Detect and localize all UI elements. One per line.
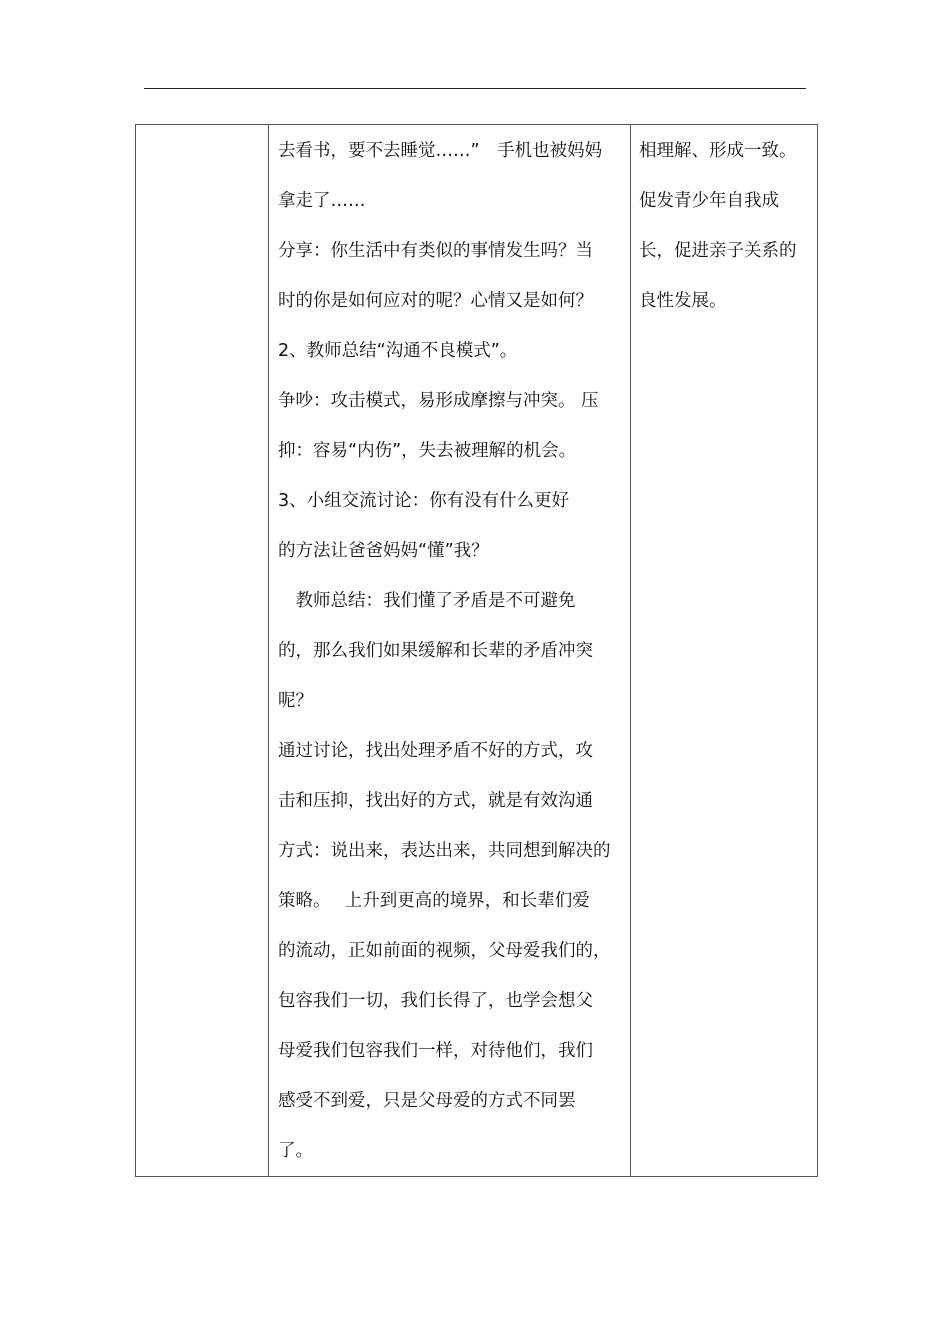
lesson-plan-table: [135, 124, 818, 1177]
header-rule: [144, 88, 806, 89]
activity-line: 争吵：攻击模式，易形成摩擦与冲突。 压: [278, 391, 599, 411]
activity-line: 的，那么我们如果缓解和长辈的矛盾冲突: [278, 641, 593, 661]
activity-line: 教师总结：我们懂了矛盾是不可避免: [278, 591, 576, 611]
activity-line: 的方法让爸爸妈妈“懂”我？: [278, 541, 489, 561]
activity-line: 拿走了……: [278, 191, 366, 211]
activity-line: 2、教师总结“沟通不良模式”。: [278, 341, 518, 361]
activity-line: 通过讨论，找出处理矛盾不好的方式，攻: [278, 741, 593, 761]
purpose-line: 长，促进亲子关系的: [639, 241, 797, 261]
activity-line: 了。: [278, 1141, 313, 1161]
activity-text: [269, 125, 630, 1176]
purpose-text: [631, 125, 817, 326]
purpose-line: 促发青少年自我成: [639, 191, 779, 211]
purpose-line: 相理解、形成一致。: [639, 141, 797, 161]
activity-line: 母爱我们包容我们一样，对待他们，我们: [278, 1041, 593, 1061]
activity-line: 呢？: [278, 691, 313, 711]
activity-line: 包容我们一切，我们长得了，也学会想父: [278, 991, 593, 1011]
activity-cell: [269, 125, 631, 1177]
activity-line: 3、小组交流讨论：你有没有什么更好: [278, 491, 570, 511]
activity-line: 的流动，正如前面的视频，父母爱我们的，: [278, 941, 611, 961]
activity-line: 去看书，要不去睡觉……” 手机也被妈妈: [278, 141, 603, 161]
activity-line: 时的你是如何应对的呢？心情又是如何？: [278, 291, 593, 311]
activity-line: 击和压抑，找出好的方式，就是有效沟通: [278, 791, 593, 811]
activity-line: 抑：容易“内伤”，失去被理解的机会。: [278, 441, 577, 461]
purpose-cell: [631, 125, 818, 1177]
table-row: [136, 125, 818, 1177]
purpose-line: 良性发展。: [639, 291, 727, 311]
activity-line: 感受不到爱，只是父母爱的方式不同罢: [278, 1091, 576, 1111]
activity-line: 方式：说出来，表达出来，共同想到解决的: [278, 841, 611, 861]
activity-line: 策略。 上升到更高的境界，和长辈们爱: [278, 891, 590, 911]
stage-cell: [136, 125, 269, 1177]
activity-line: 分享：你生活中有类似的事情发生吗？当: [278, 241, 593, 261]
